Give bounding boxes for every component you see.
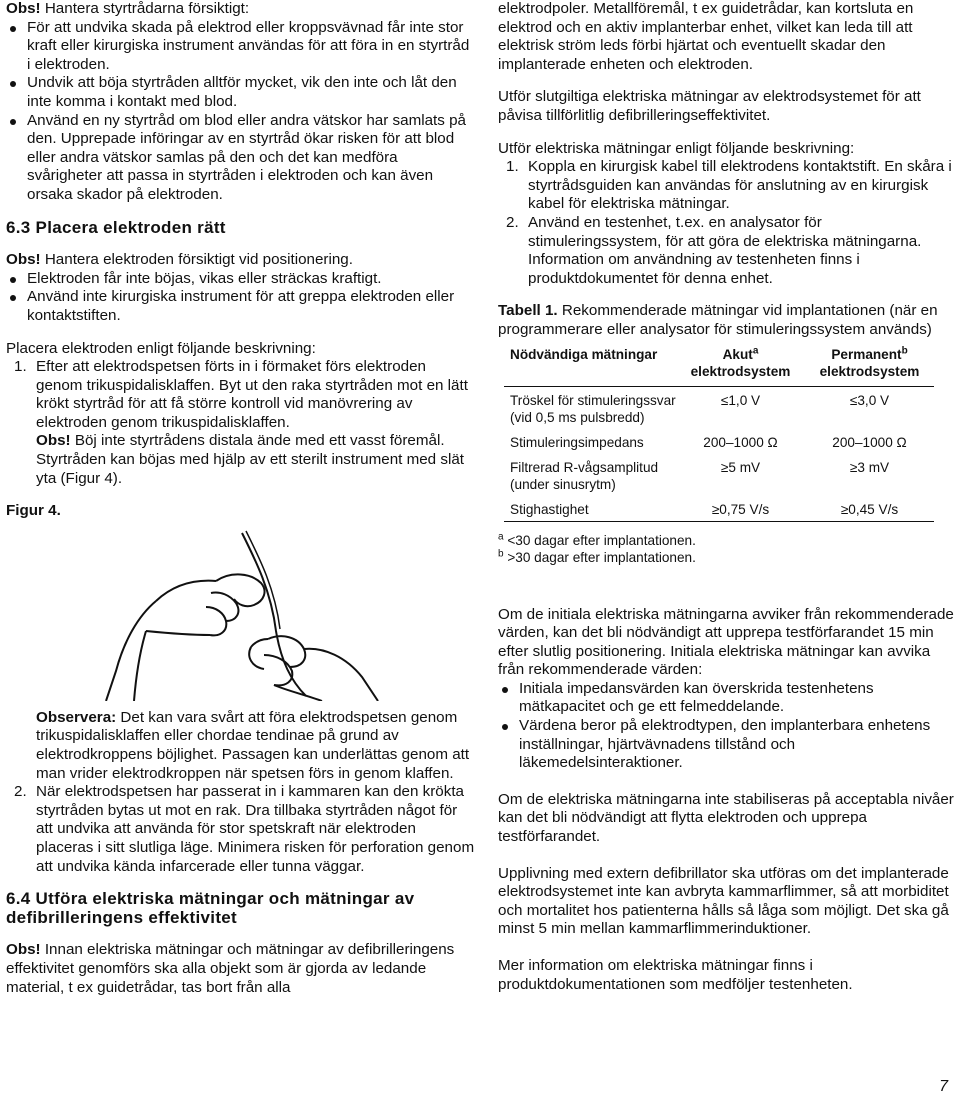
header-suffix: elektrodsystem — [819, 363, 920, 379]
footnote-b — [498, 549, 956, 566]
table-row — [504, 454, 934, 496]
table-cell: ≤3,0 V — [849, 392, 890, 408]
header-sup: b — [901, 344, 908, 356]
figure-label: Figur 4. — [6, 502, 61, 520]
obs2-text: Hantera elektroden försiktigt vid positionering. — [40, 251, 353, 269]
obs1-bullet-2: Använd en ny styrtråd om blod eller andra vätskor har samlats på den. Upprepade införingar av en styrtråd ökar risken för att blod eller andra vätskor samlas på den och det kan medföra svårigheter att passa in styrtråden i elektroden och kan även orsaka skador på elektroden. — [6, 112, 476, 205]
table-row — [504, 496, 934, 522]
table-footnotes — [498, 532, 956, 566]
obs2-paragraph — [6, 251, 476, 270]
more-info-paragraph: Mer information om elektriska mätningar finns i produktdokumentationen som medföljer testenheten. — [498, 957, 853, 993]
step-text: När elektrodspetsen har passerat in i kammaren kan den krökta styrtråden bytas ut mot en rak. Dra tillbaka styrtråden något för att undvika att använda för stor spetskraft när elektroden placeras i sitt slutliga läge. Minimera risken för perforation genom att undvika kända infarcerade eller tunna väggar. — [36, 783, 475, 875]
section-6-4-heading: 6.4 Utföra elektriska mätningar och mätningar av defibrilleringens effektivitet — [6, 889, 415, 927]
table-row — [504, 386, 934, 429]
placement-steps-1 — [6, 358, 476, 488]
table-caption — [498, 302, 956, 339]
obs3-paragraph — [6, 941, 476, 997]
table-cell: ≥3 mV — [849, 459, 890, 475]
obs1-bullet-1: Undvik att böja styrtråden alltför mycket, vik den inte och låt den inte komma i kontakt med blod. — [6, 74, 476, 111]
figure-4-illustration — [6, 521, 476, 701]
measurement-step-1 — [498, 158, 956, 214]
continued-paragraph: elektrodpoler. Metallföremål, t ex guidetrådar, kan kortsluta en elektrod och en aktiv implanterbar enhet, vilket kan leda till att elektrisk ström leds förbi hjärtat och eventuellt skadar den implanterade enheten och elektroden. — [498, 0, 914, 73]
table-caption-text: Rekommenderade mätningar vid implantationen (när en programmerare eller analysator för stimuleringssystem används) — [498, 302, 938, 338]
defibrillation-paragraph: Upplivning med extern defibrillator ska utföras om det implanterade elektrodsystemet inte kan avbryta kammarflimmer, så att morbiditet och mortalitet hos patienterna hålls så låga som möjligt. Det ska gå minst 5 min mellan kammarflimmerinduktioner. — [498, 864, 949, 938]
footnote-text: <30 dagar efter implantationen. — [503, 532, 696, 548]
table-caption-label: Tabell 1. — [498, 302, 558, 320]
step-text: Efter att elektrodspetsen förts in i förmaket förs elektroden genom trikuspidalisklaffen. Byt ut den raka styrtråden mot en lätt krökt styrtråd för att få större kontroll vid manövrering av elektroden genom trikuspidalisklaffen. — [36, 358, 468, 431]
deviation-paragraph: Om de initiala elektriska mätningarna avviker från rekommenderade värden, kan det bli nödvändigt att upprepa testförfarandet 15 min efter slutlig positionering. Initiala elektriska mätningar kan avvika från rekommenderade värden: — [498, 605, 954, 679]
table-cell: 200–1000 Ω — [832, 434, 907, 450]
header-suffix: elektrodsystem — [690, 363, 791, 379]
obs2-bullet-1: Använd inte kirurgiska instrument för att greppa elektroden eller kontaktstiften. — [6, 288, 476, 325]
section-6-3-heading: 6.3 Placera elektroden rätt — [6, 217, 226, 237]
header-text: Nödvändiga mätningar — [510, 346, 658, 362]
placement-steps-2 — [6, 783, 476, 876]
placement-step-1 — [6, 358, 476, 488]
placement-step-2 — [6, 783, 476, 876]
footnote-mark: a — [498, 530, 504, 542]
obs1-bullet-list — [6, 19, 476, 205]
table-cell: Filtrerad R-vågsamplitud (under sinusrytm) — [510, 459, 659, 492]
table-cell: ≥0,45 V/s — [840, 501, 899, 517]
table-cell: Stighastighet — [510, 501, 589, 517]
measurement-intro: Utför elektriska mätningar enligt följande beskrivning: — [498, 139, 855, 157]
table-cell: 200–1000 Ω — [703, 434, 778, 450]
table-header-cell — [504, 346, 676, 387]
figure-caption — [6, 502, 476, 521]
table-cell: Tröskel för stimuleringssvar (vid 0,5 ms pulsbredd) — [510, 392, 676, 425]
deviation-bullet-1: Värdena beror på elektrodtypen, den implanterbara enhetens inställningar, hjärtvävnadens tillstånd och läkemedelsinteraktioner. — [498, 717, 956, 773]
observera-text: Det kan vara svårt att föra elektrodspetsen genom trikuspidalisklaffen eller chordae tendinae på grund av elektrodkroppens böjlighet. Passagen kan underlättas genom att man vrider elektrodkroppen när spetsen förs in genom klaffen. — [36, 708, 470, 782]
measurements-table — [504, 346, 934, 522]
obs2-label: Obs! — [6, 251, 41, 269]
header-sup: a — [752, 344, 759, 356]
obs3-label: Obs! — [6, 941, 41, 959]
deviation-bullet-list — [498, 680, 956, 773]
footnote-a — [498, 532, 956, 549]
unstable-paragraph: Om de elektriska mätningarna inte stabiliseras på acceptabla nivåer kan det bli nödvändigt att flytta elektroden och upprepa testförfarandet. — [498, 790, 954, 846]
step-number: 1. — [14, 358, 27, 376]
step-number: 2. — [506, 213, 519, 231]
table-header-cell — [805, 346, 934, 387]
table-cell: Stimuleringsimpedans — [510, 434, 644, 450]
table-cell: ≥0,75 V/s — [711, 501, 770, 517]
footnote-mark: b — [498, 547, 504, 559]
obs1-bullet-0: För att undvika skada på elektrod eller kroppsvävnad får inte stor kraft eller kirurgiska instrument användas för att föra in en styrtråd i elektroden. — [6, 19, 476, 75]
step1-obs-text: Böj inte styrtrådens distala ände med ett vasst föremål. Styrtråden kan böjas med hjälp av ett sterilt instrument med slät yta (Figur 4). — [36, 432, 464, 487]
placement-intro: Placera elektroden enligt följande beskrivning: — [6, 339, 316, 357]
left-column — [6, 0, 476, 997]
hands-bending-guidewire-image — [6, 521, 476, 701]
step-text: Koppla en kirurgisk kabel till elektrodens kontaktstift. En skåra i styrtrådsguiden kan användas för anslutning av en kirurgisk kabel för elektriska mätningar. — [528, 158, 952, 213]
page-number: 7 — [939, 1078, 948, 1096]
deviation-bullet-0: Initiala impedansvärden kan överskrida testenhetens mätkapacitet och ge ett felmeddelande. — [498, 680, 956, 717]
measurement-step-2 — [498, 214, 956, 288]
observera-label: Observera: — [36, 708, 117, 726]
step-number: 1. — [506, 158, 519, 176]
observera-note — [6, 709, 476, 783]
obs3-text: Innan elektriska mätningar och mätningar av defibrilleringens effektivitet genomförs ska alla objekt som är gjorda av ledande material, t ex guidetrådar, tas bort från alla — [6, 941, 455, 996]
step-number: 2. — [14, 783, 27, 801]
table-header-cell — [676, 346, 805, 387]
table-header-row — [504, 346, 934, 387]
step1-obs-label: Obs! — [36, 432, 71, 450]
obs1-label: Obs! — [6, 0, 41, 17]
step-text: Använd en testenhet, t.ex. en analysator för stimuleringssystem, för att göra de elektriska mätningarna. Information om användning av testenheten finns i produktdokumentet för denna enhet. — [528, 213, 922, 287]
measurement-steps — [498, 158, 956, 288]
table-cell: ≤1,0 V — [720, 392, 761, 408]
obs2-bullet-list — [6, 270, 476, 326]
obs1-paragraph — [6, 0, 476, 19]
final-measurement-paragraph: Utför slutgiltiga elektriska mätningar av elektrodsystemet för att påvisa tillförlitlig defibrilleringseffektivitet. — [498, 88, 921, 124]
right-column — [498, 0, 956, 994]
header-text: Permanent — [831, 346, 902, 362]
header-text: Akut — [722, 346, 753, 362]
footnote-text: >30 dagar efter implantationen. — [503, 549, 696, 565]
obs2-bullet-0: Elektroden får inte böjas, vikas eller sträckas kraftigt. — [6, 270, 476, 289]
table-cell: ≥5 mV — [720, 459, 761, 475]
obs1-text: Hantera styrtrådarna försiktigt: — [40, 0, 250, 17]
table-row — [504, 429, 934, 454]
